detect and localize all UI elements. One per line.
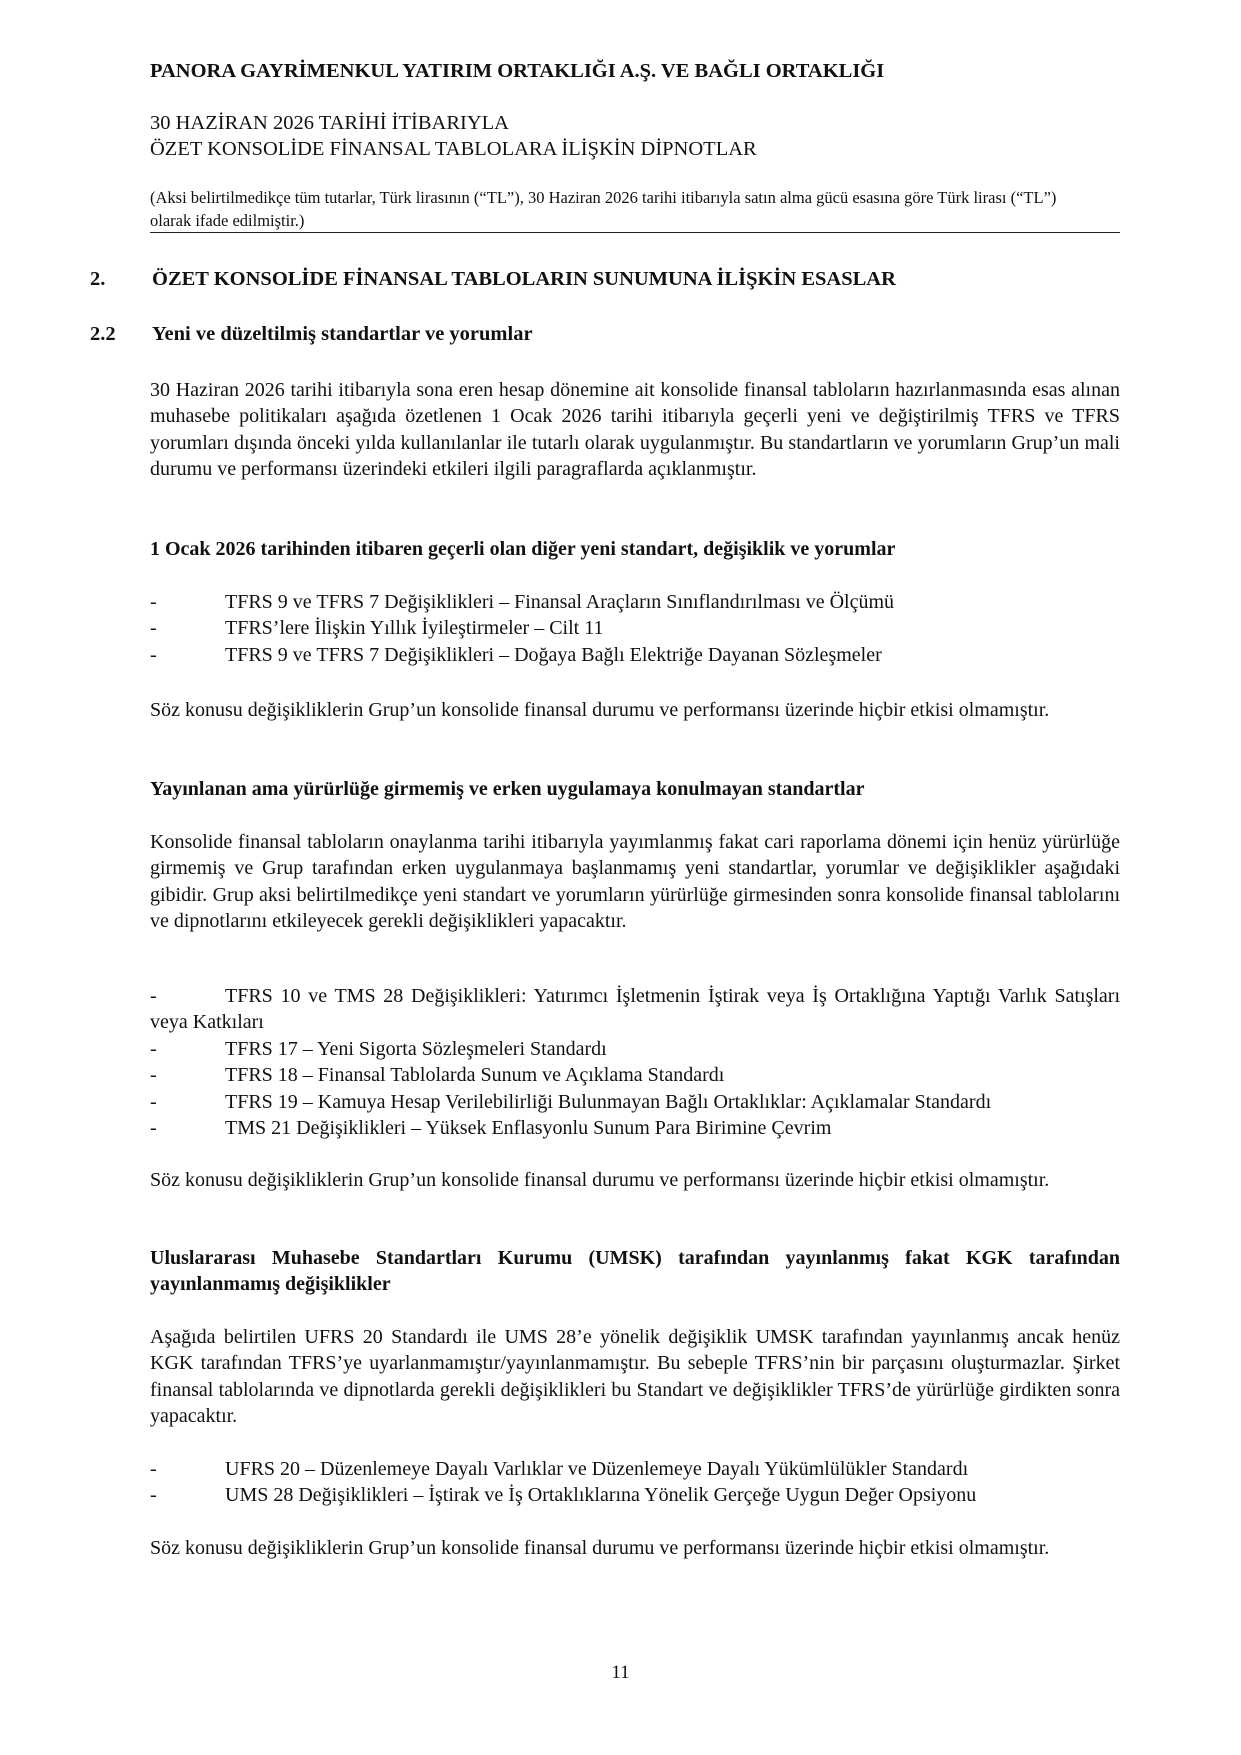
list-dash: - xyxy=(150,1458,157,1480)
list-item-text: TFRS 9 ve TFRS 7 Değişiklikleri – Doğaya Bağlı Elektriğe Dayanan Sözleşmeler xyxy=(225,643,882,666)
company-name: PANORA GAYRİMENKUL YATIRIM ORTAKLIĞI A.Ş. VE BAĞLI ORTAKLIĞI xyxy=(150,60,885,82)
list-item-text: TFRS’lere İlişkin Yıllık İyileştirmeler – Cilt 11 xyxy=(225,617,604,640)
list-item xyxy=(150,589,1120,615)
list-item xyxy=(150,1062,1120,1088)
list-item xyxy=(150,615,1120,641)
currency-note: (Aksi belirtilmedikçe tüm tutarlar, Türk lirasının (“TL”), 30 Haziran 2026 tarihi itibarıyla satın alma gücü esasına göre Türk lirası (“TL”) olarak ifade edilmiştir.) xyxy=(150,188,1057,230)
list-dash: - xyxy=(150,1064,157,1087)
list-dash: - xyxy=(150,1117,157,1140)
block2-paragraph: Konsolide finansal tabloların onaylanma tarihi itibarıyla yayımlanmış fakat cari raporlama dönemi için henüz yürürlüğe girmemiş ve Grup tarafından erken uygulanmaya başlanmamış yeni standartlar, yorumlar ve değişiklikler aşağıdaki gibidir. Grup aksi belirtilmedikçe yeni standart ve yorumların yürürlüğe girmesinden sonra konsolide finansal tablolarını ve dipnotlarını etkileyecek gerekli değişiklikleri yapacaktır. xyxy=(150,831,1120,933)
report-date-line: 30 HAZİRAN 2026 TARİHİ İTİBARIYLA xyxy=(150,112,509,134)
intro-paragraph: 30 Haziran 2026 tarihi itibarıyla sona eren hesap dönemine ait konsolide finansal tabloların hazırlanmasında esas alınan muhasebe politikaları aşağıda özetlenen 1 Ocak 2026 tarihi itibarıyla geçerli yeni ve değiştirilmiş TFRS ve TFRS yorumları dışında önceki yılda kullanılanlar ile tutarlı olarak uygulanmıştır. Bu standartların ve yorumların Grup’un mali durumu ve performansı üzerindeki etkileri ilgili paragraflarda açıklanmıştır. xyxy=(150,379,1120,481)
list-item-text: TFRS 18 – Finansal Tablolarda Sunum ve Açıklama Standardı xyxy=(225,1064,725,1087)
block3-paragraph: Aşağıda belirtilen UFRS 20 Standardı ile UMS 28’e yönelik değişiklik UMSK tarafından yayınlanmış ancak henüz KGK tarafından TFRS’ye uyarlanmamıştır/yayınlanmamıştır. Bu sebeple TFRS’nin bir parçasını oluşturmazlar. Şirket finansal tablolarında ve dipnotlarda gerekli değişiklikleri bu Standart ve değişiklikler TFRS’de yürürlüğe girdikten sonra yapacaktır. xyxy=(150,1326,1120,1428)
list-item xyxy=(150,1036,1120,1062)
subsection-number: 2.2 xyxy=(90,323,116,345)
subsection-title: Yeni ve düzeltilmiş standartlar ve yorumlar xyxy=(152,323,533,345)
list-item xyxy=(150,1115,1120,1141)
list-item xyxy=(150,1089,1120,1115)
list-dash: - xyxy=(150,1090,157,1113)
list-item xyxy=(150,983,1120,1036)
list-item xyxy=(150,1456,1120,1482)
block3-list xyxy=(150,1456,1120,1509)
list-item-text: TFRS 17 – Yeni Sigorta Sözleşmeleri Standardı xyxy=(225,1037,607,1060)
list-item-text: TMS 21 Değişiklikleri – Yüksek Enflasyonlu Sunum Para Birimine Çevrim xyxy=(225,1117,832,1140)
list-dash: - xyxy=(150,1037,157,1060)
block1-conclusion: Söz konusu değişikliklerin Grup’un konsolide finansal durumu ve performansı üzerinde hiçbir etkisi olmamıştır. xyxy=(150,699,1050,721)
block2-heading: Yayınlanan ama yürürlüğe girmemiş ve erken uygulamaya konulmayan standartlar xyxy=(150,778,865,800)
section-title: ÖZET KONSOLİDE FİNANSAL TABLOLARIN SUNUMUNA İLİŞKİN ESASLAR xyxy=(152,268,896,290)
list-item-text: TFRS 10 ve TMS 28 Değişiklikleri: Yatırımcı İşletmenin İştirak veya İş Ortaklığına Yaptığı Varlık Satışları veya Katkıları xyxy=(150,985,1120,1034)
header-divider xyxy=(150,232,1120,233)
block1-list xyxy=(150,589,1120,668)
list-dash: - xyxy=(150,617,157,640)
block2-list xyxy=(150,983,1120,1141)
list-dash: - xyxy=(150,1484,157,1507)
list-item-text: TFRS 9 ve TFRS 7 Değişiklikleri – Finansal Araçların Sınıflandırılması ve Ölçümü xyxy=(225,591,895,613)
document-title: ÖZET KONSOLİDE FİNANSAL TABLOLARA İLİŞKİN DİPNOTLAR xyxy=(150,138,757,160)
list-dash: - xyxy=(150,643,157,666)
list-item-text: TFRS 19 – Kamuya Hesap Verilebilirliği Bulunmayan Bağlı Ortaklıklar: Açıklamalar Standardı xyxy=(225,1090,992,1113)
list-dash: - xyxy=(150,591,157,613)
list-item xyxy=(150,642,1120,668)
page-number: 11 xyxy=(611,1662,630,1683)
block2-conclusion: Söz konusu değişikliklerin Grup’un konsolide finansal durumu ve performansı üzerinde hiçbir etkisi olmamıştır. xyxy=(150,1169,1050,1191)
list-dash: - xyxy=(150,985,157,1007)
block1-heading: 1 Ocak 2026 tarihinden itibaren geçerli olan diğer yeni standart, değişiklik ve yorumlar xyxy=(150,538,896,560)
list-item-text: UMS 28 Değişiklikleri – İştirak ve İş Ortaklıklarına Yönelik Gerçeğe Uygun Değer Opsiyonu xyxy=(225,1484,977,1507)
list-item xyxy=(150,1482,1120,1508)
list-item-text: UFRS 20 – Düzenlemeye Dayalı Varlıklar ve Düzenlemeye Dayalı Yükümlülükler Standardı xyxy=(225,1458,969,1480)
block3-heading: Uluslararası Muhasebe Standartları Kurumu (UMSK) tarafından yayınlanmış fakat KGK tarafından yayınlanmamış değişiklikler xyxy=(150,1247,1120,1296)
section-number: 2. xyxy=(90,268,106,290)
block3-conclusion: Söz konusu değişikliklerin Grup’un konsolide finansal durumu ve performansı üzerinde hiçbir etkisi olmamıştır. xyxy=(150,1537,1050,1559)
